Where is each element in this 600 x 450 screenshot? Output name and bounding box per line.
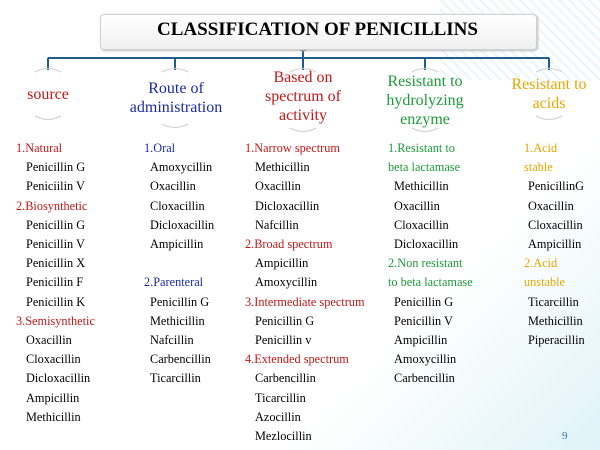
heading-acids: Resistant to acids — [511, 76, 587, 112]
category-label: 4.Extended spectrum — [245, 352, 349, 367]
drug-item: Penicillin V — [26, 237, 85, 252]
drug-item: Ampicillin — [150, 237, 204, 252]
drug-item: Penicillin K — [26, 294, 86, 309]
drug-item: Oxacillin — [528, 198, 574, 213]
drug-item: Ticarcillin — [255, 390, 306, 405]
column-spectrum — [245, 139, 365, 446]
category-label: 2.Biosynthetic — [16, 198, 88, 213]
drug-item: Piperacillin — [528, 333, 585, 348]
category-label: 2.Acid — [524, 256, 558, 271]
drug-item: Carbencillin — [255, 371, 316, 386]
category-label: to beta lactamase — [388, 275, 473, 290]
heading-spectrum: Based on spectrum of activity — [265, 69, 341, 124]
drug-item: Amoxycillin — [150, 160, 213, 175]
drug-item: PenicillinG — [528, 179, 585, 194]
drug-item: Dicloxacillin — [255, 198, 320, 213]
category-label: beta lactamase — [388, 160, 461, 175]
heading-route: Route of administration — [129, 80, 223, 116]
drug-item: Penicillin G — [26, 217, 86, 232]
drug-item: Penicillin X — [26, 256, 86, 271]
drug-item: Mezlocillin — [255, 429, 312, 444]
drug-item: Methicillin — [26, 409, 81, 424]
category-label: 1.Natural — [16, 141, 63, 155]
drug-item: Methicillin — [255, 160, 310, 175]
drug-item: Ticarcillin — [150, 371, 201, 386]
drug-item: Nafcillin — [255, 217, 299, 232]
category-label: 1.Acid — [524, 141, 558, 155]
drug-item: Ampicillin — [255, 256, 309, 271]
drug-item: Amoxycillin — [394, 352, 457, 367]
drug-item: Carbencillin — [394, 371, 455, 386]
drug-item: Methicillin — [394, 179, 449, 194]
drug-item: Nafcillin — [150, 333, 194, 348]
drug-item: Carbencillin — [150, 352, 211, 367]
drug-item: Ampicillin — [26, 390, 80, 405]
slide-title: CLASSIFICATION OF PENICILLINS — [157, 19, 478, 40]
page-number: 9 — [562, 430, 568, 442]
drug-item: Penicillin G — [150, 294, 210, 309]
drug-item: Cloxacillin — [528, 217, 583, 232]
category-label: 1.Narrow spectrum — [245, 141, 340, 155]
category-label: unstable — [524, 275, 565, 290]
column-acids — [524, 139, 585, 350]
drug-item: Penicillin G — [255, 313, 315, 328]
drug-item: Penicillin F — [26, 275, 84, 290]
column-hydrolyzing — [388, 139, 473, 389]
drug-item: Oxacillin — [150, 179, 196, 194]
drug-item: Peniciilin V — [26, 179, 85, 194]
drug-item: Penicillin V — [394, 313, 453, 328]
drug-item: Oxacillin — [394, 198, 440, 213]
drug-item: Penicillin v — [255, 333, 312, 348]
category-label: 2.Non resistant — [388, 256, 463, 271]
drug-item: Penicillin G — [394, 294, 454, 309]
drug-item: Ticarcillin — [528, 294, 579, 309]
category-label: 1.Oral — [144, 141, 176, 155]
drug-item: Oxacillin — [26, 333, 72, 348]
drug-item: Ampicillin — [394, 333, 448, 348]
column-source — [16, 139, 95, 427]
category-label: 2.Parenteral — [144, 275, 204, 290]
drug-item: Methicillin — [528, 313, 583, 328]
drug-item: Cloxacillin — [394, 217, 449, 232]
drug-item: Cloxacillin — [26, 352, 81, 367]
drug-item — [144, 254, 214, 273]
drug-item: Ampicillin — [528, 237, 582, 252]
heading-source: source — [27, 86, 69, 103]
drug-item: Amoxycillin — [255, 275, 318, 290]
heading-hydrolyzing: Resistant to hydrolyzing enzyme — [386, 73, 464, 128]
drug-item: Dicloxacillin — [150, 217, 215, 232]
category-label: 3.Intermediate spectrum — [245, 294, 365, 309]
drug-item: Methicillin — [150, 313, 205, 328]
drug-item: Dicloxacillin — [394, 237, 459, 252]
drug-item: Azocillin — [255, 409, 301, 424]
category-label: 3.Semisynthetic — [16, 313, 95, 328]
drug-item: Cloxacillin — [150, 198, 205, 213]
category-label: 1.Resistant to — [388, 141, 455, 155]
column-route — [144, 139, 214, 389]
category-label: 2.Broad spectrum — [245, 237, 333, 252]
category-label: stable — [524, 160, 553, 175]
drug-item: Penicillin G — [26, 160, 86, 175]
drug-item: Dicloxacillin — [26, 371, 91, 386]
drug-item: Oxacillin — [255, 179, 301, 194]
